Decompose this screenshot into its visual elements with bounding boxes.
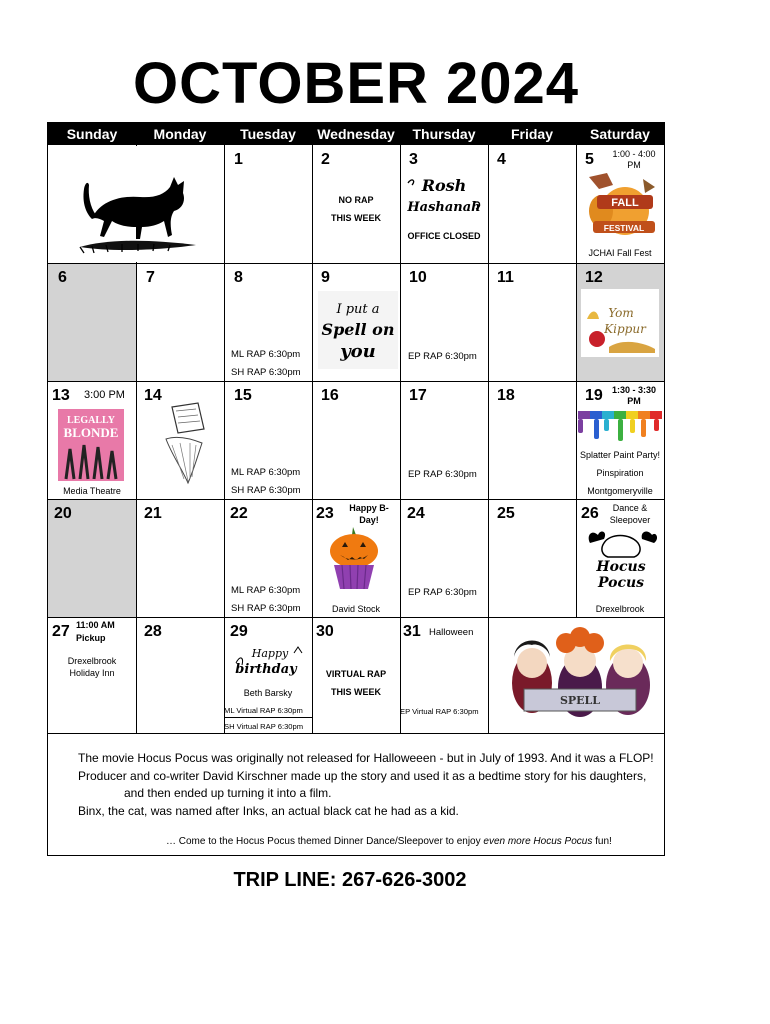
day-5: 5 [585,151,594,168]
jchai-fall-fest: JCHAI Fall Fest [588,248,652,258]
day-31: 31 [403,623,421,640]
this-week-text: THIS WEEK [330,213,381,223]
fall-text: FALL [611,197,639,209]
trip-line: TRIP LINE: 267-626-3002 [233,869,467,891]
day-6: 6 [58,269,67,286]
day13-time: 3:00 PM [84,389,125,401]
black-cat-icon [78,159,198,255]
yom-text: Yom [608,306,634,320]
weekday-thursday: Thursday [412,126,476,142]
grid-line [48,381,664,382]
spell-line2: Spell on [321,320,395,339]
rosh-text: Rosh [421,176,467,195]
weekday-saturday: Saturday [590,126,650,142]
grid-line [224,717,312,718]
sh-rap-8: SH RAP 6:30pm [231,367,301,378]
ml-rap-15: ML RAP 6:30pm [231,467,301,478]
blonde-text: BLONDE [63,425,119,440]
day-30: 30 [316,623,334,640]
weekday-friday: Friday [510,126,553,142]
weekday-tuesday: Tuesday [240,126,296,142]
this-week-text-2: THIS WEEK [330,687,381,697]
day-13: 13 [52,387,70,404]
hashanah-text: Hashanah [407,200,481,215]
day-14: 14 [144,387,162,404]
splatter-paint-party: Splatter Paint Party! [579,450,661,460]
dance-text: Dance & [612,503,648,513]
day-9: 9 [321,269,330,286]
pumpkin-cupcake-image [326,525,382,591]
sh-rap-22: SH RAP 6:30pm [231,603,301,614]
day-28: 28 [144,623,162,640]
yom-kippur-image [581,289,659,357]
day27-time: 11:00 AM [76,620,115,630]
day-17: 17 [409,387,427,404]
note-line-2: Producer and co-writer David Kirschner made up the story and used it as a bedtime story for his daughters, [78,769,647,783]
day-20: 20 [54,505,72,522]
grid-line [224,145,225,733]
grid-line [48,263,664,264]
note-line-4: Binx, the cat, was named after Inks, an actual black cat he had as a kid. [78,804,459,818]
day-3: 3 [409,151,418,168]
day-2: 2 [321,151,330,168]
office-closed-text: OFFICE CLOSED [407,231,481,241]
spell-line3: you [340,341,376,362]
halloween-text: Halloween [429,627,474,638]
happy-text: Happy [251,647,289,660]
drexelbrook-27: Drexelbrook [67,656,117,666]
ep-virtual-rap: EP Virtual RAP 6:30pm [400,707,479,716]
notes-box [47,734,665,856]
day-27: 27 [52,623,70,640]
day-8: 8 [234,269,243,286]
legally-blonde-image [58,409,124,481]
spell-line1: I put a [336,302,380,317]
ep-rap-10: EP RAP 6:30pm [408,351,477,362]
weekday-monday: Monday [153,126,207,142]
hocus-text: Hocus [596,559,646,575]
day-29: 29 [230,623,248,640]
rosh-hashanah-image [404,173,484,219]
day-16: 16 [321,387,339,404]
ep-rap-17: EP RAP 6:30pm [408,469,477,480]
ep-rap-24: EP RAP 6:30pm [408,587,477,598]
grid-line [48,499,664,500]
happy-b-text: Happy B- [349,503,389,513]
spell-banner-text: SPELL [559,694,601,707]
day19-time: 1:30 - 3:30 [611,385,657,395]
day5-pm: PM [627,160,641,170]
note-line-5c: fun! [592,836,612,847]
beth-barsky: Beth Barsky [243,688,293,698]
day-21: 21 [144,505,162,522]
day-1: 1 [234,151,243,168]
day-7: 7 [146,269,155,286]
happy-birthday-image [232,643,304,679]
page-title: OCTOBER 2024 [132,51,580,116]
day-10: 10 [409,269,427,286]
holiday-inn: Holiday Inn [69,668,115,678]
david-stock: David Stock [331,604,381,614]
montgomeryville: Montgomeryville [587,486,653,496]
festival-text: FESTIVAL [603,223,645,233]
day-22: 22 [230,505,248,522]
spell-on-you-image [318,291,398,369]
day-26: 26 [581,505,599,522]
pinspiration: Pinspiration [596,468,644,478]
day-19: 19 [585,387,603,404]
legally-text: LEGALLY [67,415,115,426]
pickup-text: Pickup [76,633,106,643]
pocus-text: Pocus [597,575,645,591]
ml-virtual-rap: ML Virtual RAP 6:30pm [224,706,303,715]
birthday-text: birthday [235,662,297,677]
grid-line [312,145,313,733]
day-25: 25 [497,505,515,522]
day19-pm: PM [627,396,641,406]
day5-time: 1:00 - 4:00 [612,149,656,159]
weekday-sunday: Sunday [66,126,118,142]
virtual-rap-text: VIRTUAL RAP [325,669,387,679]
day-15: 15 [234,387,252,404]
sh-rap-15: SH RAP 6:30pm [231,485,301,496]
note-line-5 [166,835,612,848]
hocus-pocus-logo-image [582,525,660,595]
sanderson-sisters-image [496,621,662,721]
note-line-5b: even more Hocus Pocus [483,836,593,847]
day-11: 11 [497,269,514,286]
day-12: 12 [585,269,603,286]
drexelbrook-26: Drexelbrook [595,604,645,614]
day-24: 24 [407,505,425,522]
sketch-image [158,399,214,485]
ml-rap-8: ML RAP 6:30pm [231,349,301,360]
paint-drip-image [578,411,662,443]
note-line-5a: … Come to the Hocus Pocus themed Dinner Dance/Sleepover to enjoy [166,836,484,847]
day-18: 18 [497,387,515,404]
fall-festival-image [583,171,661,243]
day-23: 23 [316,505,334,522]
no-rap-text: NO RAP [338,195,374,205]
calendar-grid [47,122,665,734]
day-text: Day! [359,515,379,525]
ml-rap-22: ML RAP 6:30pm [231,585,301,596]
weekday-header [48,123,664,145]
sh-virtual-rap: SH Virtual RAP 6:30pm [224,722,304,731]
note-line-3: and then ended up turning it into a film. [124,786,332,800]
day-4: 4 [497,151,506,168]
kippur-text: Kippur [604,322,646,336]
sleepover-text: Sleepover [609,515,651,524]
weekday-wednesday: Wednesday [317,126,395,142]
media-theatre: Media Theatre [63,486,121,496]
note-line-1: The movie Hocus Pocus was originally not released for Halloweeen - but in July of 1993. And it was a FLOP! [78,751,654,765]
